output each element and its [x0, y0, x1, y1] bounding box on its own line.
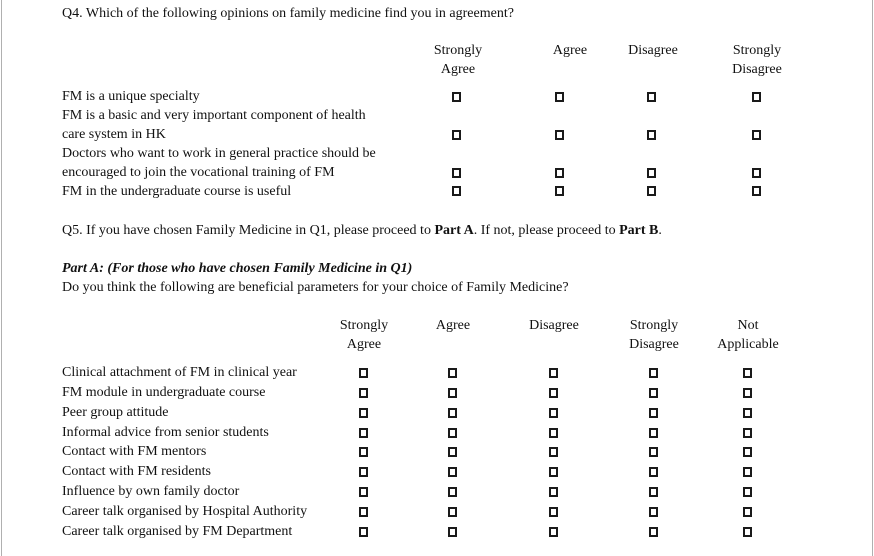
part-a-checkbox[interactable] [359, 408, 368, 418]
part-a-checkbox[interactable] [448, 447, 457, 457]
part-a-checkbox[interactable] [549, 447, 558, 457]
part-a-checkbox[interactable] [549, 507, 558, 517]
part-a-checkbox[interactable] [448, 487, 457, 497]
part-a-checkbox[interactable] [448, 428, 457, 438]
part-a-row-label: FM module in undergraduate course [62, 384, 266, 400]
part-a-checkbox[interactable] [359, 447, 368, 457]
q4-col-strongly-disagree: Strongly Disagree [732, 43, 782, 77]
q4-checkbox[interactable] [752, 130, 761, 140]
part-a-checkbox[interactable] [649, 527, 658, 537]
part-a-checkbox[interactable] [649, 507, 658, 517]
part-a-checkbox[interactable] [359, 388, 368, 398]
part-a-title: Part A: (For those who have chosen Family Medicine in Q1) [62, 261, 413, 276]
part-a-checkbox[interactable] [359, 428, 368, 438]
part-a-row-label: Informal advice from senior students [62, 424, 269, 440]
part-a-checkbox[interactable] [743, 527, 752, 537]
q4-checkbox[interactable] [555, 92, 564, 102]
q4-checkbox[interactable] [647, 130, 656, 140]
q4-checkbox[interactable] [647, 186, 656, 196]
part-a-checkbox[interactable] [649, 388, 658, 398]
q4-checkbox[interactable] [452, 130, 461, 140]
q4-row-label: FM is a unique specialty [62, 89, 200, 104]
q4-checkbox[interactable] [452, 168, 461, 178]
q4-row-label: FM is a basic and very important component of health [62, 108, 366, 123]
q4-checkbox[interactable] [452, 92, 461, 102]
q4-row-label: Doctors who want to work in general practice should be [62, 146, 376, 161]
part-a-row-label: Influence by own family doctor [62, 484, 240, 500]
part-a-checkbox[interactable] [448, 388, 457, 398]
q4-checkbox[interactable] [752, 186, 761, 196]
part-a-checkbox[interactable] [649, 447, 658, 457]
part-a-checkbox[interactable] [743, 447, 752, 457]
part-a-row-label: Career talk organised by Hospital Authority [62, 503, 308, 519]
q5-instruction: Q5. If you have chosen Family Medicine in Q1, please proceed to Part A. If not, please proceed to Part B. [62, 223, 662, 238]
part-a-checkbox[interactable] [743, 467, 752, 477]
part-a-checkbox[interactable] [743, 428, 752, 438]
part-b-ref: Part B [619, 223, 659, 238]
q4-col-agree: Agree [552, 43, 588, 58]
part-a-checkbox[interactable] [649, 487, 658, 497]
pa-col-agree: Agree [435, 318, 471, 333]
part-a-checkbox[interactable] [549, 388, 558, 398]
part-a-row-label: Clinical attachment of FM in clinical year [62, 365, 297, 380]
part-a-checkbox[interactable] [359, 487, 368, 497]
part-a-ref: Part A [434, 223, 474, 238]
part-a-checkbox[interactable] [448, 408, 457, 418]
part-a-checkbox[interactable] [649, 368, 658, 378]
q4-checkbox[interactable] [452, 186, 461, 196]
q4-row-label: FM in the undergraduate course is useful [62, 184, 292, 199]
part-a-checkbox[interactable] [743, 408, 752, 418]
q4-checkbox[interactable] [752, 168, 761, 178]
q4-col-disagree: Disagree [628, 43, 678, 58]
part-a-checkbox[interactable] [743, 388, 752, 398]
part-a-checkbox[interactable] [743, 507, 752, 517]
part-a-row-label: Career talk organised by FM Department [62, 523, 293, 539]
q4-checkbox[interactable] [752, 92, 761, 102]
part-a-checkbox[interactable] [549, 527, 558, 537]
part-a-checkbox[interactable] [448, 507, 457, 517]
pa-col-disagree: Disagree [529, 318, 579, 333]
q4-checkbox[interactable] [555, 130, 564, 140]
part-a-checkbox[interactable] [448, 368, 457, 378]
q4-question: Q4. Which of the following opinions on family medicine find you in agreement? [62, 6, 514, 21]
part-a-row-label: Contact with FM residents [62, 464, 211, 480]
part-a-checkbox[interactable] [743, 487, 752, 497]
q4-row-label: encouraged to join the vocational training of FM [62, 165, 335, 180]
part-a-checkbox[interactable] [549, 487, 558, 497]
part-a-checkbox[interactable] [359, 527, 368, 537]
q4-checkbox[interactable] [555, 168, 564, 178]
q4-col-strongly-agree: Strongly Agree [433, 43, 483, 77]
part-a-checkbox[interactable] [359, 507, 368, 517]
part-a-checkbox[interactable] [549, 408, 558, 418]
q4-checkbox[interactable] [647, 92, 656, 102]
q4-row-label: care system in HK [62, 127, 166, 142]
pa-col-strongly-disagree: Strongly Disagree [629, 318, 679, 352]
part-a-checkbox[interactable] [649, 408, 658, 418]
part-a-row-label: Peer group attitude [62, 404, 169, 420]
part-a-checkbox[interactable] [549, 368, 558, 378]
part-a-checkbox[interactable] [448, 467, 457, 477]
part-a-checkbox[interactable] [549, 467, 558, 477]
part-a-checkbox[interactable] [649, 467, 658, 477]
q4-checkbox[interactable] [555, 186, 564, 196]
pa-col-strongly-agree: Strongly Agree [339, 318, 389, 352]
part-a-row-label: Contact with FM mentors [62, 444, 207, 460]
part-a-checkbox[interactable] [359, 368, 368, 378]
part-a-checkbox[interactable] [359, 467, 368, 477]
part-a-checkbox[interactable] [743, 368, 752, 378]
q4-checkbox[interactable] [647, 168, 656, 178]
part-a-checkbox[interactable] [549, 428, 558, 438]
part-a-question: Do you think the following are beneficial parameters for your choice of Family Medicine? [62, 280, 569, 295]
part-a-checkbox[interactable] [649, 428, 658, 438]
part-a-checkbox[interactable] [448, 527, 457, 537]
pa-col-not-applicable: Not Applicable [717, 318, 779, 352]
